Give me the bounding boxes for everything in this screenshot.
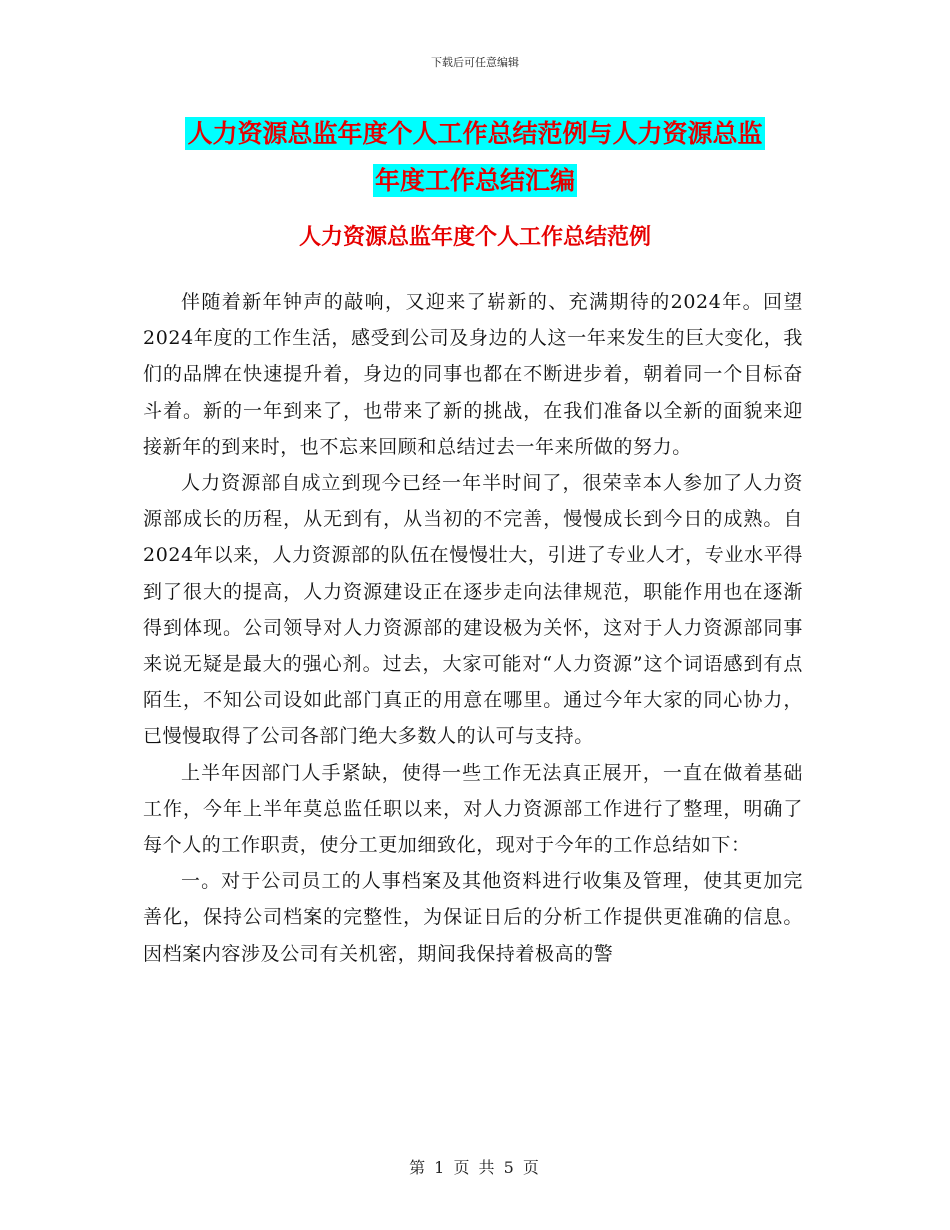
paragraph: 人力资源部自成立到现今已经一年半时间了，很荣幸本人参加了人力资源部成长的历程，从无到有，从当初的不完善，慢慢成长到今日的成熟。自2024年以来，人力资源部的队伍在慢慢壮大，引进了专业人才，专业水平得到了很大的提高，人力资源建设正在逐步走向法律规范，职能作用也在逐渐得到体现。公司领导对人力资源部的建设极为关怀，这对于人力资源部同事来说无疑是最大的强心剂。过去，大家可能对“人力资源”这个词语感到有点陌生，不知公司设如此部门真正的用意在哪里。通过今年大家的同心协力，已慢慢取得了公司各部门绝大多数人的认可与支持。 xyxy=(143,472,803,748)
document-body xyxy=(143,284,803,972)
page-header-note: 下载后可任意编辑 xyxy=(431,56,519,69)
paragraph: 伴随着新年钟声的敲响，又迎来了崭新的、充满期待的2024年。回望2024年度的工作生活，感受到公司及身边的人这一年来发生的巨大变化，我们的品牌在快速提升着，身边的同事也都在不断进步着，朝着同一个目标奋斗着。新的一年到来了，也带来了新的挑战，在我们准备以全新的面貌来迎接新年的到来时，也不忘来回顾和总结过去一年来所做的努力。 xyxy=(143,291,803,458)
document-title-line-1: 人力资源总监年度个人工作总结范例与人力资源总监 xyxy=(187,119,763,148)
paragraph: 上半年因部门人手紧缺，使得一些工作无法真正展开，一直在做着基础工作，今年上半年莫总监任职以来，对人力资源部工作进行了整理，明确了每个人的工作职责，使分工更加细致化，现对于今年的工作总结如下： xyxy=(143,761,803,857)
document-title xyxy=(145,110,805,204)
page-number-footer: 第 1 页 共 5 页 xyxy=(409,1158,541,1177)
document-title-line-2: 年度工作总结汇编 xyxy=(374,166,575,195)
paragraph: 一。对于公司员工的人事档案及其他资料进行收集及管理，使其更加完善化，保持公司档案的完整性，为保证日后的分析工作提供更准确的信息。因档案内容涉及公司有关机密，期间我保持着极高的警 xyxy=(143,870,803,965)
section-title: 人力资源总监年度个人工作总结范例 xyxy=(298,225,651,250)
